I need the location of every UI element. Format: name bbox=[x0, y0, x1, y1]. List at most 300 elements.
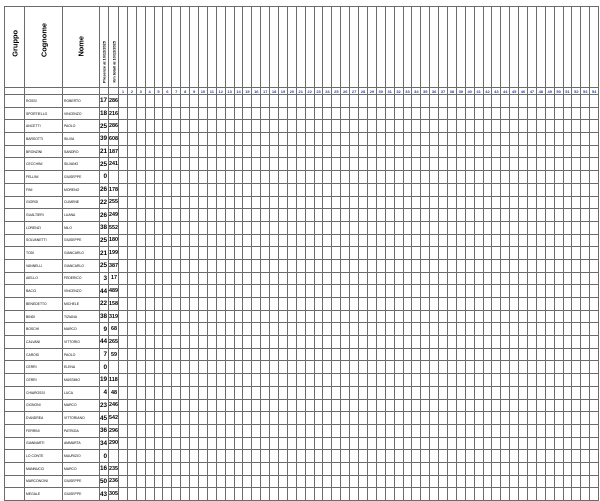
stage-value-cell[interactable] bbox=[456, 158, 465, 171]
stage-value-cell[interactable] bbox=[563, 272, 572, 285]
stage-value-cell[interactable] bbox=[483, 183, 492, 196]
stage-value-cell[interactable] bbox=[261, 412, 270, 425]
stage-value-cell[interactable] bbox=[536, 336, 545, 349]
stage-value-cell[interactable] bbox=[403, 171, 412, 184]
stage-value-cell[interactable] bbox=[554, 107, 563, 120]
stage-value-cell[interactable] bbox=[181, 488, 190, 501]
stage-value-cell[interactable] bbox=[430, 348, 439, 361]
stage-value-cell[interactable] bbox=[154, 462, 163, 475]
stage-value-cell[interactable] bbox=[394, 247, 403, 260]
stage-value-cell[interactable] bbox=[545, 95, 554, 108]
gruppo-cell[interactable] bbox=[5, 120, 25, 133]
stage-value-cell[interactable] bbox=[465, 361, 474, 374]
stage-value-cell[interactable] bbox=[376, 386, 385, 399]
stage-value-cell[interactable] bbox=[305, 386, 314, 399]
stage-value-cell[interactable] bbox=[421, 209, 430, 222]
stage-value-cell[interactable] bbox=[279, 386, 288, 399]
stage-value-cell[interactable] bbox=[376, 488, 385, 501]
stage-value-cell[interactable] bbox=[154, 450, 163, 463]
stage-value-cell[interactable] bbox=[590, 272, 599, 285]
stage-value-cell[interactable] bbox=[163, 488, 172, 501]
stage-value-cell[interactable] bbox=[474, 298, 483, 311]
stage-value-cell[interactable] bbox=[323, 424, 332, 437]
stage-value-cell[interactable] bbox=[483, 412, 492, 425]
stage-value-cell[interactable] bbox=[456, 145, 465, 158]
stage-value-cell[interactable] bbox=[439, 298, 448, 311]
stage-value-cell[interactable] bbox=[412, 272, 421, 285]
stage-value-cell[interactable] bbox=[136, 336, 145, 349]
stage-value-cell[interactable] bbox=[163, 221, 172, 234]
stage-value-cell[interactable] bbox=[181, 120, 190, 133]
stage-value-cell[interactable] bbox=[385, 412, 394, 425]
stage-value-cell[interactable] bbox=[421, 386, 430, 399]
stage-value-cell[interactable] bbox=[199, 196, 208, 209]
stage-value-cell[interactable] bbox=[270, 221, 279, 234]
stage-value-cell[interactable] bbox=[563, 386, 572, 399]
stage-value-cell[interactable] bbox=[554, 374, 563, 387]
cognome-cell[interactable]: MANNUCCI bbox=[25, 462, 63, 475]
stage-value-cell[interactable] bbox=[590, 323, 599, 336]
stage-value-cell[interactable] bbox=[252, 475, 261, 488]
stage-value-cell[interactable] bbox=[199, 133, 208, 146]
stage-value-cell[interactable] bbox=[421, 399, 430, 412]
stage-value-cell[interactable] bbox=[403, 386, 412, 399]
stage-value-cell[interactable] bbox=[421, 374, 430, 387]
stage-value-cell[interactable] bbox=[119, 133, 128, 146]
stage-value-cell[interactable] bbox=[563, 399, 572, 412]
stage-value-cell[interactable] bbox=[421, 412, 430, 425]
stage-value-cell[interactable] bbox=[207, 234, 216, 247]
stage-value-cell[interactable] bbox=[314, 196, 323, 209]
stage-value-cell[interactable] bbox=[350, 95, 359, 108]
stage-value-cell[interactable] bbox=[465, 133, 474, 146]
stage-value-cell[interactable] bbox=[421, 488, 430, 501]
stage-value-cell[interactable] bbox=[456, 183, 465, 196]
stage-value-cell[interactable] bbox=[367, 145, 376, 158]
stage-value-cell[interactable] bbox=[261, 234, 270, 247]
stage-value-cell[interactable] bbox=[172, 95, 181, 108]
stage-value-cell[interactable] bbox=[287, 336, 296, 349]
stage-value-cell[interactable] bbox=[456, 323, 465, 336]
stage-value-cell[interactable] bbox=[261, 247, 270, 260]
stage-value-cell[interactable] bbox=[216, 247, 225, 260]
stage-value-cell[interactable] bbox=[181, 323, 190, 336]
stage-value-cell[interactable] bbox=[412, 386, 421, 399]
stage-value-cell[interactable] bbox=[127, 171, 136, 184]
stage-value-cell[interactable] bbox=[483, 95, 492, 108]
stage-value-cell[interactable] bbox=[323, 475, 332, 488]
stage-value-cell[interactable] bbox=[492, 475, 501, 488]
stage-header-cell[interactable] bbox=[323, 7, 332, 88]
stage-value-cell[interactable] bbox=[572, 412, 581, 425]
stage-value-cell[interactable] bbox=[456, 298, 465, 311]
stage-value-cell[interactable] bbox=[287, 310, 296, 323]
stage-value-cell[interactable] bbox=[439, 221, 448, 234]
nome-cell[interactable]: MARCO bbox=[63, 399, 100, 412]
stage-value-cell[interactable] bbox=[136, 158, 145, 171]
stage-value-cell[interactable] bbox=[154, 196, 163, 209]
stage-value-cell[interactable] bbox=[341, 133, 350, 146]
stage-value-cell[interactable] bbox=[403, 183, 412, 196]
nome-cell[interactable]: VINCENZO bbox=[63, 285, 100, 298]
stage-value-cell[interactable] bbox=[545, 221, 554, 234]
stage-value-cell[interactable] bbox=[341, 107, 350, 120]
stage-value-cell[interactable] bbox=[367, 437, 376, 450]
stage-value-cell[interactable] bbox=[465, 158, 474, 171]
stage-value-cell[interactable] bbox=[367, 386, 376, 399]
stage-value-cell[interactable] bbox=[590, 107, 599, 120]
stage-value-cell[interactable] bbox=[554, 95, 563, 108]
stage-value-cell[interactable] bbox=[154, 221, 163, 234]
stage-value-cell[interactable] bbox=[207, 437, 216, 450]
stage-value-cell[interactable] bbox=[216, 399, 225, 412]
stage-value-cell[interactable] bbox=[430, 145, 439, 158]
stage-value-cell[interactable] bbox=[572, 488, 581, 501]
presenze-cell[interactable]: 25 bbox=[100, 158, 109, 171]
stage-value-cell[interactable] bbox=[581, 437, 590, 450]
stage-value-cell[interactable] bbox=[563, 412, 572, 425]
stage-value-cell[interactable] bbox=[590, 424, 599, 437]
stage-value-cell[interactable] bbox=[430, 298, 439, 311]
stage-value-cell[interactable] bbox=[581, 310, 590, 323]
stage-value-cell[interactable] bbox=[545, 196, 554, 209]
stage-value-cell[interactable] bbox=[145, 412, 154, 425]
stage-value-cell[interactable] bbox=[519, 145, 528, 158]
km-total-cell[interactable]: 387 bbox=[109, 259, 119, 272]
gruppo-cell[interactable] bbox=[5, 183, 25, 196]
stage-value-cell[interactable] bbox=[367, 95, 376, 108]
stage-value-cell[interactable] bbox=[207, 412, 216, 425]
stage-value-cell[interactable] bbox=[492, 462, 501, 475]
stage-value-cell[interactable] bbox=[456, 386, 465, 399]
stage-value-cell[interactable] bbox=[314, 310, 323, 323]
gruppo-cell[interactable] bbox=[5, 399, 25, 412]
stage-value-cell[interactable] bbox=[474, 412, 483, 425]
stage-value-cell[interactable] bbox=[172, 310, 181, 323]
stage-value-cell[interactable] bbox=[572, 348, 581, 361]
stage-value-cell[interactable] bbox=[216, 107, 225, 120]
stage-value-cell[interactable] bbox=[243, 259, 252, 272]
stage-value-cell[interactable] bbox=[323, 145, 332, 158]
stage-value-cell[interactable] bbox=[501, 298, 510, 311]
stage-value-cell[interactable] bbox=[447, 386, 456, 399]
cognome-cell[interactable]: FINI bbox=[25, 183, 63, 196]
stage-value-cell[interactable] bbox=[207, 323, 216, 336]
stage-value-cell[interactable] bbox=[225, 120, 234, 133]
stage-value-cell[interactable] bbox=[403, 323, 412, 336]
stage-value-cell[interactable] bbox=[199, 475, 208, 488]
stage-value-cell[interactable] bbox=[261, 437, 270, 450]
gruppo-cell[interactable] bbox=[5, 298, 25, 311]
stage-value-cell[interactable] bbox=[447, 95, 456, 108]
km-total-cell[interactable]: 542 bbox=[109, 412, 119, 425]
stage-value-cell[interactable] bbox=[270, 145, 279, 158]
stage-value-cell[interactable] bbox=[519, 424, 528, 437]
gruppo-cell[interactable] bbox=[5, 348, 25, 361]
stage-value-cell[interactable] bbox=[252, 272, 261, 285]
stage-value-cell[interactable] bbox=[563, 310, 572, 323]
stage-value-cell[interactable] bbox=[154, 247, 163, 260]
stage-value-cell[interactable] bbox=[234, 424, 243, 437]
stage-value-cell[interactable] bbox=[287, 386, 296, 399]
presenze-cell[interactable]: 25 bbox=[100, 234, 109, 247]
stage-value-cell[interactable] bbox=[474, 196, 483, 209]
cognome-cell[interactable]: BARSOTTI bbox=[25, 133, 63, 146]
stage-value-cell[interactable] bbox=[394, 336, 403, 349]
stage-value-cell[interactable] bbox=[385, 158, 394, 171]
stage-value-cell[interactable] bbox=[252, 158, 261, 171]
gruppo-cell[interactable] bbox=[5, 107, 25, 120]
stage-value-cell[interactable] bbox=[430, 234, 439, 247]
stage-value-cell[interactable] bbox=[439, 310, 448, 323]
stage-value-cell[interactable] bbox=[367, 107, 376, 120]
stage-value-cell[interactable] bbox=[536, 399, 545, 412]
stage-value-cell[interactable] bbox=[119, 272, 128, 285]
stage-value-cell[interactable] bbox=[279, 158, 288, 171]
stage-value-cell[interactable] bbox=[581, 259, 590, 272]
stage-value-cell[interactable] bbox=[314, 107, 323, 120]
stage-value-cell[interactable] bbox=[590, 234, 599, 247]
stage-value-cell[interactable] bbox=[127, 462, 136, 475]
stage-value-cell[interactable] bbox=[270, 107, 279, 120]
stage-value-cell[interactable] bbox=[216, 158, 225, 171]
stage-value-cell[interactable] bbox=[367, 209, 376, 222]
stage-value-cell[interactable] bbox=[412, 361, 421, 374]
stage-value-cell[interactable] bbox=[190, 247, 199, 260]
stage-value-cell[interactable] bbox=[474, 374, 483, 387]
stage-value-cell[interactable] bbox=[216, 171, 225, 184]
stage-value-cell[interactable] bbox=[510, 462, 519, 475]
stage-value-cell[interactable] bbox=[216, 234, 225, 247]
stage-value-cell[interactable] bbox=[572, 171, 581, 184]
stage-value-cell[interactable] bbox=[190, 120, 199, 133]
km-total-cell[interactable]: 118 bbox=[109, 374, 119, 387]
stage-value-cell[interactable] bbox=[385, 374, 394, 387]
stage-value-cell[interactable] bbox=[332, 259, 341, 272]
stage-value-cell[interactable] bbox=[163, 285, 172, 298]
stage-value-cell[interactable] bbox=[465, 310, 474, 323]
stage-value-cell[interactable] bbox=[145, 336, 154, 349]
stage-value-cell[interactable] bbox=[287, 323, 296, 336]
stage-value-cell[interactable] bbox=[332, 424, 341, 437]
stage-value-cell[interactable] bbox=[145, 95, 154, 108]
stage-value-cell[interactable] bbox=[207, 247, 216, 260]
stage-value-cell[interactable] bbox=[127, 285, 136, 298]
stage-value-cell[interactable] bbox=[545, 424, 554, 437]
stage-value-cell[interactable] bbox=[581, 462, 590, 475]
cognome-cell[interactable]: GIORGI bbox=[25, 196, 63, 209]
stage-value-cell[interactable] bbox=[385, 323, 394, 336]
stage-value-cell[interactable] bbox=[527, 374, 536, 387]
nome-cell[interactable]: SANDRO bbox=[63, 145, 100, 158]
stage-value-cell[interactable] bbox=[287, 234, 296, 247]
stage-value-cell[interactable] bbox=[536, 348, 545, 361]
stage-value-cell[interactable] bbox=[172, 133, 181, 146]
cognome-cell[interactable]: CALVANI bbox=[25, 336, 63, 349]
stage-value-cell[interactable] bbox=[590, 259, 599, 272]
stage-value-cell[interactable] bbox=[510, 475, 519, 488]
stage-value-cell[interactable] bbox=[421, 285, 430, 298]
stage-value-cell[interactable] bbox=[456, 107, 465, 120]
stage-value-cell[interactable] bbox=[572, 95, 581, 108]
stage-value-cell[interactable] bbox=[243, 424, 252, 437]
stage-value-cell[interactable] bbox=[465, 209, 474, 222]
stage-value-cell[interactable] bbox=[527, 450, 536, 463]
stage-value-cell[interactable] bbox=[359, 196, 368, 209]
stage-value-cell[interactable] bbox=[554, 488, 563, 501]
stage-value-cell[interactable] bbox=[252, 183, 261, 196]
stage-value-cell[interactable] bbox=[119, 437, 128, 450]
stage-value-cell[interactable] bbox=[483, 259, 492, 272]
stage-value-cell[interactable] bbox=[465, 259, 474, 272]
stage-value-cell[interactable] bbox=[314, 234, 323, 247]
stage-value-cell[interactable] bbox=[119, 348, 128, 361]
stage-value-cell[interactable] bbox=[341, 221, 350, 234]
stage-value-cell[interactable] bbox=[421, 323, 430, 336]
stage-value-cell[interactable] bbox=[421, 95, 430, 108]
stage-value-cell[interactable] bbox=[332, 488, 341, 501]
stage-value-cell[interactable] bbox=[261, 196, 270, 209]
stage-value-cell[interactable] bbox=[403, 488, 412, 501]
cognome-cell[interactable]: CERRI bbox=[25, 361, 63, 374]
stage-value-cell[interactable] bbox=[234, 386, 243, 399]
stage-value-cell[interactable] bbox=[465, 399, 474, 412]
stage-value-cell[interactable] bbox=[341, 285, 350, 298]
stage-value-cell[interactable] bbox=[127, 158, 136, 171]
stage-value-cell[interactable] bbox=[216, 374, 225, 387]
stage-value-cell[interactable] bbox=[332, 298, 341, 311]
stage-value-cell[interactable] bbox=[287, 285, 296, 298]
stage-value-cell[interactable] bbox=[341, 424, 350, 437]
stage-value-cell[interactable] bbox=[314, 323, 323, 336]
km-total-cell[interactable]: 608 bbox=[109, 133, 119, 146]
stage-value-cell[interactable] bbox=[554, 462, 563, 475]
stage-header-cell[interactable] bbox=[305, 7, 314, 88]
stage-value-cell[interactable] bbox=[172, 399, 181, 412]
stage-header-cell[interactable] bbox=[216, 7, 225, 88]
stage-value-cell[interactable] bbox=[287, 120, 296, 133]
stage-value-cell[interactable] bbox=[145, 488, 154, 501]
stage-value-cell[interactable] bbox=[376, 323, 385, 336]
stage-value-cell[interactable] bbox=[190, 336, 199, 349]
stage-value-cell[interactable] bbox=[554, 336, 563, 349]
stage-value-cell[interactable] bbox=[127, 336, 136, 349]
presenze-cell[interactable]: 16 bbox=[100, 462, 109, 475]
stage-value-cell[interactable] bbox=[359, 310, 368, 323]
stage-value-cell[interactable] bbox=[492, 259, 501, 272]
stage-value-cell[interactable] bbox=[234, 171, 243, 184]
stage-value-cell[interactable] bbox=[163, 272, 172, 285]
stage-value-cell[interactable] bbox=[145, 298, 154, 311]
presenze-header-cell[interactable] bbox=[100, 7, 109, 88]
stage-value-cell[interactable] bbox=[172, 120, 181, 133]
stage-value-cell[interactable] bbox=[323, 158, 332, 171]
stage-value-cell[interactable] bbox=[581, 234, 590, 247]
stage-value-cell[interactable] bbox=[527, 399, 536, 412]
stage-value-cell[interactable] bbox=[439, 336, 448, 349]
stage-value-cell[interactable] bbox=[412, 285, 421, 298]
stage-value-cell[interactable] bbox=[367, 221, 376, 234]
stage-value-cell[interactable] bbox=[234, 462, 243, 475]
stage-value-cell[interactable] bbox=[439, 247, 448, 260]
stage-value-cell[interactable] bbox=[501, 183, 510, 196]
stage-value-cell[interactable] bbox=[394, 298, 403, 311]
stage-value-cell[interactable] bbox=[279, 95, 288, 108]
stage-value-cell[interactable] bbox=[243, 298, 252, 311]
stage-value-cell[interactable] bbox=[563, 95, 572, 108]
stage-value-cell[interactable] bbox=[216, 310, 225, 323]
stage-value-cell[interactable] bbox=[439, 145, 448, 158]
stage-value-cell[interactable] bbox=[145, 386, 154, 399]
stage-value-cell[interactable] bbox=[287, 133, 296, 146]
presenze-cell[interactable]: 38 bbox=[100, 310, 109, 323]
stage-value-cell[interactable] bbox=[163, 183, 172, 196]
gruppo-cell[interactable] bbox=[5, 196, 25, 209]
stage-value-cell[interactable] bbox=[190, 145, 199, 158]
stage-value-cell[interactable] bbox=[341, 437, 350, 450]
stage-header-cell[interactable] bbox=[127, 7, 136, 88]
stage-value-cell[interactable] bbox=[225, 298, 234, 311]
stage-value-cell[interactable] bbox=[536, 272, 545, 285]
stage-value-cell[interactable] bbox=[332, 234, 341, 247]
cognome-cell[interactable]: FELLINI bbox=[25, 171, 63, 184]
stage-value-cell[interactable] bbox=[190, 221, 199, 234]
gruppo-cell[interactable] bbox=[5, 475, 25, 488]
stage-value-cell[interactable] bbox=[287, 171, 296, 184]
stage-value-cell[interactable] bbox=[145, 196, 154, 209]
stage-value-cell[interactable] bbox=[519, 336, 528, 349]
stage-value-cell[interactable] bbox=[350, 285, 359, 298]
stage-value-cell[interactable] bbox=[554, 412, 563, 425]
stage-value-cell[interactable] bbox=[163, 424, 172, 437]
gruppo-cell[interactable] bbox=[5, 450, 25, 463]
stage-value-cell[interactable] bbox=[412, 158, 421, 171]
stage-value-cell[interactable] bbox=[127, 348, 136, 361]
stage-value-cell[interactable] bbox=[234, 374, 243, 387]
stage-value-cell[interactable] bbox=[314, 424, 323, 437]
stage-value-cell[interactable] bbox=[350, 158, 359, 171]
stage-value-cell[interactable] bbox=[359, 107, 368, 120]
stage-value-cell[interactable] bbox=[394, 209, 403, 222]
stage-value-cell[interactable] bbox=[127, 145, 136, 158]
stage-value-cell[interactable] bbox=[190, 488, 199, 501]
stage-value-cell[interactable] bbox=[465, 412, 474, 425]
stage-value-cell[interactable] bbox=[581, 348, 590, 361]
stage-value-cell[interactable] bbox=[590, 298, 599, 311]
stage-value-cell[interactable] bbox=[270, 437, 279, 450]
stage-value-cell[interactable] bbox=[305, 462, 314, 475]
stage-value-cell[interactable] bbox=[465, 386, 474, 399]
stage-value-cell[interactable] bbox=[172, 348, 181, 361]
cognome-cell[interactable]: SPORTIELLO bbox=[25, 107, 63, 120]
stage-value-cell[interactable] bbox=[456, 450, 465, 463]
stage-value-cell[interactable] bbox=[447, 437, 456, 450]
stage-value-cell[interactable] bbox=[527, 488, 536, 501]
stage-value-cell[interactable] bbox=[332, 133, 341, 146]
stage-value-cell[interactable] bbox=[216, 323, 225, 336]
stage-value-cell[interactable] bbox=[154, 120, 163, 133]
stage-value-cell[interactable] bbox=[261, 272, 270, 285]
stage-value-cell[interactable] bbox=[199, 158, 208, 171]
stage-value-cell[interactable] bbox=[234, 437, 243, 450]
stage-value-cell[interactable] bbox=[554, 221, 563, 234]
stage-value-cell[interactable] bbox=[296, 361, 305, 374]
stage-value-cell[interactable] bbox=[279, 259, 288, 272]
stage-value-cell[interactable] bbox=[563, 462, 572, 475]
stage-value-cell[interactable] bbox=[359, 488, 368, 501]
stage-value-cell[interactable] bbox=[412, 323, 421, 336]
stage-header-cell[interactable] bbox=[136, 7, 145, 88]
